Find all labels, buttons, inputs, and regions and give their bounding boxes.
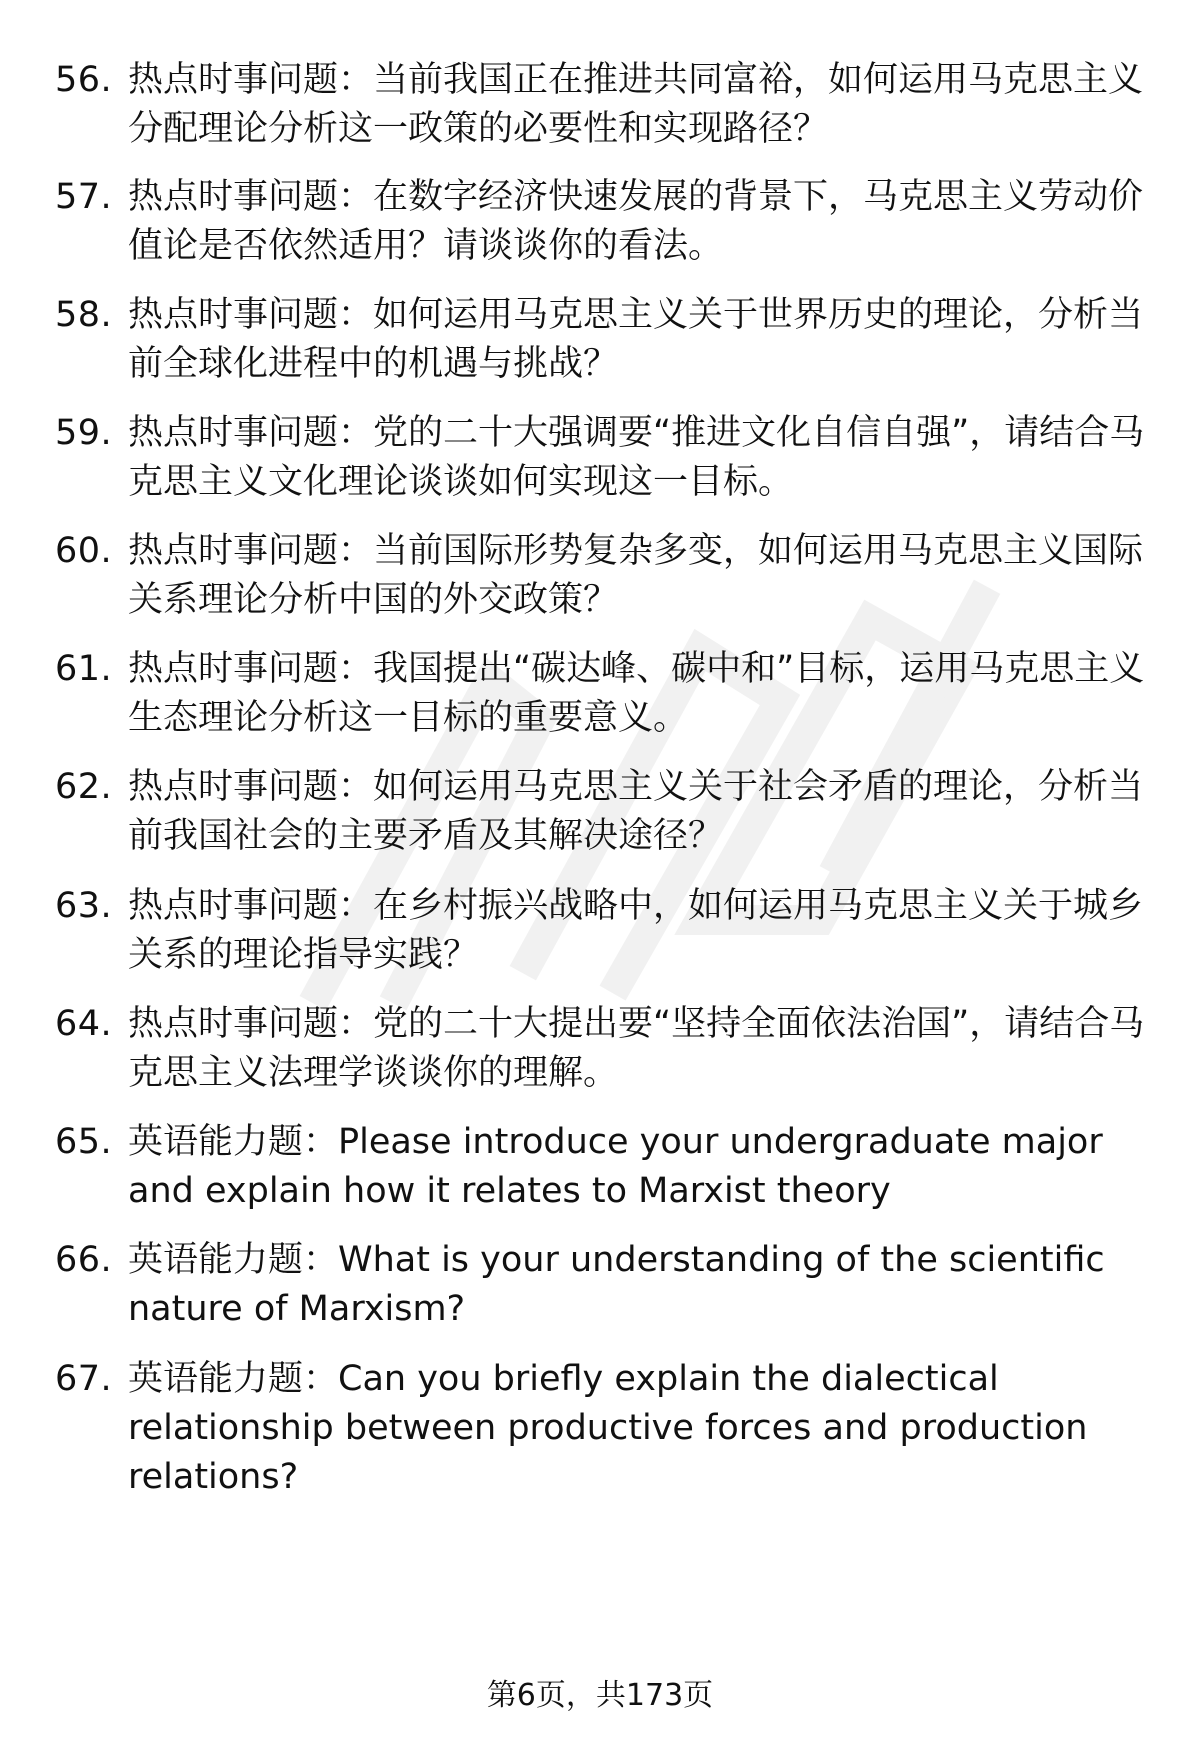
question-text: 英语能力题：Please introduce your undergraduate major and explain how it relates to Marxist theory — [128, 1122, 1103, 1211]
question-item-59 — [55, 409, 1145, 507]
question-item-63 — [55, 882, 1145, 980]
question-number: 61. — [55, 649, 113, 689]
question-number: 66. — [55, 1240, 113, 1280]
question-text: 热点时事问题：当前我国正在推进共同富裕，如何运用马克思主义分配理论分析这一政策的必要性和实现路径？ — [128, 60, 1144, 149]
question-number: 59. — [55, 413, 113, 453]
question-number: 57. — [55, 177, 113, 217]
question-text: 热点时事问题：当前国际形势复杂多变，如何运用马克思主义国际关系理论分析中国的外交政策？ — [128, 531, 1144, 620]
question-number: 56. — [55, 60, 113, 100]
page-footer: 第6页，共173页 — [486, 1678, 714, 1713]
question-text: 热点时事问题：如何运用马克思主义关于社会矛盾的理论，分析当前我国社会的主要矛盾及其解决途径？ — [128, 767, 1144, 856]
question-item-61 — [55, 645, 1145, 743]
question-item-66 — [55, 1236, 1145, 1334]
question-item-57 — [55, 173, 1145, 271]
question-text: 热点时事问题：如何运用马克思主义关于世界历史的理论，分析当前全球化进程中的机遇与挑战？ — [128, 295, 1144, 384]
question-text: 热点时事问题：党的二十大提出要“坚持全面依法治国”，请结合马克思主义法理学谈谈你的理解。 — [128, 1004, 1145, 1093]
question-item-67 — [55, 1355, 1145, 1502]
question-item-64 — [55, 1000, 1145, 1098]
question-item-62 — [55, 763, 1145, 861]
question-number: 65. — [55, 1122, 113, 1162]
question-number: 58. — [55, 295, 113, 335]
question-text: 英语能力题：Can you briefly explain the dialectical relationship between productive forces and production relations? — [128, 1359, 1088, 1497]
question-text: 热点时事问题：在乡村振兴战略中，如何运用马克思主义关于城乡关系的理论指导实践？ — [128, 886, 1144, 975]
question-item-60 — [55, 527, 1145, 625]
question-number: 64. — [55, 1004, 113, 1044]
question-item-58 — [55, 291, 1145, 389]
question-number: 62. — [55, 767, 113, 807]
question-item-65 — [55, 1118, 1145, 1216]
question-number: 60. — [55, 531, 113, 571]
question-text: 热点时事问题：党的二十大强调要“推进文化自信自强”，请结合马克思主义文化理论谈谈如何实现这一目标。 — [128, 413, 1145, 502]
question-number: 67. — [55, 1359, 113, 1399]
question-text: 英语能力题：What is your understanding of the scientific nature of Marxism? — [128, 1240, 1105, 1329]
question-text: 热点时事问题：在数字经济快速发展的背景下，马克思主义劳动价值论是否依然适用？请谈谈你的看法。 — [128, 177, 1144, 266]
question-number: 63. — [55, 886, 113, 926]
question-text: 热点时事问题：我国提出“碳达峰、碳中和”目标，运用马克思主义生态理论分析这一目标的重要意义。 — [128, 649, 1145, 738]
question-item-56 — [55, 56, 1145, 154]
